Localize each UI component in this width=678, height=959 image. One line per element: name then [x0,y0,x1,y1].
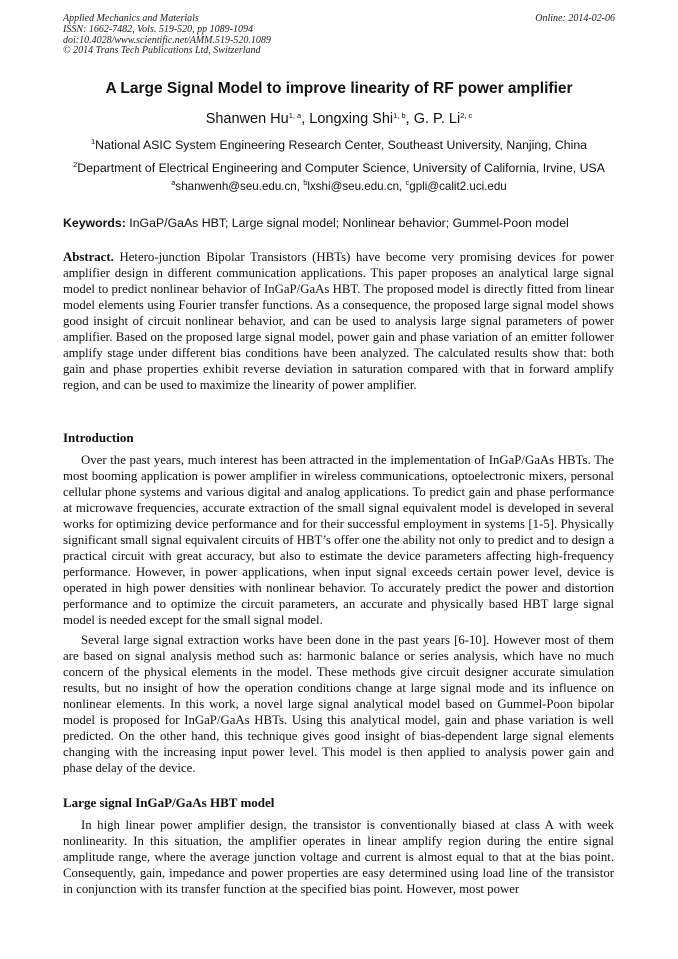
paragraph: In high linear power amplifier design, the transistor is conventionally biased at class A with week nonlinearity. In this situation, the amplifier operates in linear amplify region during the entire signal amplitude range, where the average junction voltage and current is almost equal to that at the bias point. Consequently, gain, impedance and power properties are easy determined using load line of the transistor in conjunction with its transfer function at the specified bias point. However, most power [63,818,614,896]
journal-header [63,14,615,57]
abstract-label: Abstract. [63,250,114,264]
author-list [40,111,638,127]
email-mark: b [303,178,308,187]
paper-title: A Large Signal Model to improve linearity of RF power amplifier [105,80,573,97]
online-date: Online: 2014-02-06 [535,13,615,24]
author-affiliation-mark: 2, c [460,111,473,120]
author-separator: , [405,111,414,127]
affiliation-1 [40,138,638,152]
keywords-text: InGaP/GaAs HBT; Large signal model; Nonlinear behavior; Gummel-Poon model [125,216,569,230]
email-address[interactable]: shanwenh@seu.edu.cn, [175,180,304,193]
email-list [40,180,638,193]
affiliation-text: National ASIC System Engineering Research Center, Southeast University, Nanjing, China [95,138,588,152]
abstract [63,249,614,393]
journal-name: Applied Mechanics and Materials [63,13,199,24]
email-mark: a [171,178,176,187]
keywords-label: Keywords: [63,216,126,230]
email-mark: c [405,178,410,187]
author-name: Shanwen Hu [205,111,289,127]
affiliation-mark: 1 [90,137,96,146]
email-address[interactable]: gpli@calit2.uci.edu [409,180,507,193]
abstract-text: Hetero-junction Bipolar Transistors (HBTs) have become very promising devices for power amplifier design in different communication applications. This paper proposes an analytical large signal model to predict nonlinear behavior of InGaP/GaAs HBT. The proposed model is directly fitted from linear model elements using Fourier transfer functions. As a consequence, the proposed large signal model shows good insight of circuit nonlinear behavior, and can be used to analysis large signal parameters of power amplifier. Based on the proposed large signal model, power gain and phase variation of an emitter follower amplify stage under different bias conditions have been analyzed. The calculated results show that: both gain and phase properties exhibit reverse deviation in saturation compared with that in forward amplify region, and can be used to maximize the linearity of power amplifier. [63,250,614,392]
author-name: Longxing Shi [309,111,394,127]
author-separator: , [301,111,310,127]
affiliation-text: Department of Electrical Engineering and Computer Science, University of California, Irvine, USA [77,161,605,175]
keywords [63,216,638,230]
copyright-line: © 2014 Trans Tech Publications Ltd, Switzerland [63,45,261,57]
author-affiliation-mark: 1, a [288,111,302,120]
author-affiliation-mark: 1, b [393,111,406,120]
email-address[interactable]: lxshi@seu.edu.cn, [307,180,406,193]
section-heading-large-signal-model: Large signal InGaP/GaAs HBT model [63,795,275,810]
affiliation-2 [40,161,638,175]
section-heading-introduction: Introduction [63,430,134,445]
paragraph: Several large signal extraction works have been done in the past years [6-10]. However most of them are based on signal analysis method such as: harmonic balance or series analysis, which have no much concern of the physical elements in the model. These methods give circuit designer accurate simulation results, but no insight of how the operation conditions change at large signal mode and its influence on nonlinear elements. In this work, a novel large signal analytical model based on Gummel-Poon bipolar model is proposed for InGaP/GaAs HBTs. Using this analytical model, gain and phase variation is well predicted. On the other hand, this technique gives good insight of bias-dependent large signal elements changing with the increasing input power level. This model is then applied to analysis power gain and phase delay of the device. [63,633,614,775]
issn-line: ISSN: 1662-7482, Vols. 519-520, pp 1089-1094 [63,23,253,35]
author-name: G. P. Li [413,111,461,127]
doi-line: doi:10.4028/www.scientific.net/AMM.519-520.1089 [63,34,271,46]
affiliation-mark: 2 [73,160,78,169]
paragraph: Over the past years, much interest has been attracted in the implementation of InGaP/GaAs HBTs. The most booming application is power amplifier in wireless communications, optoelectronic mixers, personal cellular phone systems and various digital and analog applications. To predict gain and phase performance at microwave frequencies, accurate extraction of the small signal equivalent model is developed in several works for optimizing device performance and for their successful employment in systems [1-5]. Physically significant small signal equivalent circuits of HBT’s offer one the ability not only to predict and to design a practical circuit with great accuracy, but also to estimate the device parameters affecting high-frequency performance. However, in power applications, when input signal exceeds certain power level, device is operated in high power densities with nonlinear behavior. To accurately predict the power and distortion performance and to optimize the circuit parameters, an accurate and physically based HBT large signal model is needed except for the small signal model. [63,453,614,627]
